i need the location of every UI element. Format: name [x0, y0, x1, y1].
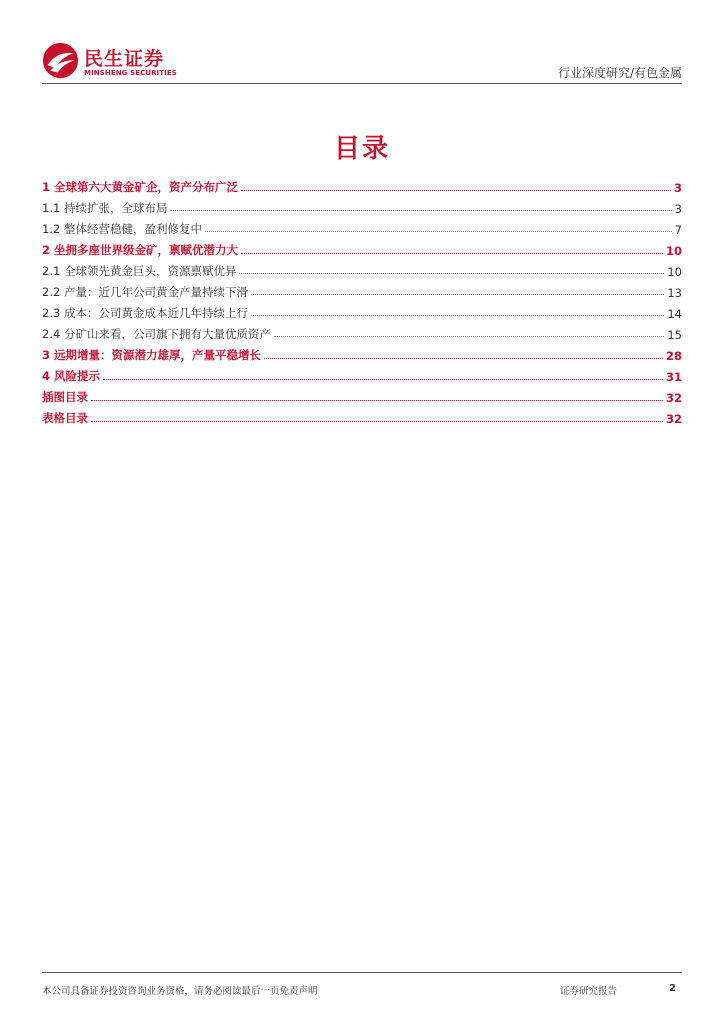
toc-entry-label: 插图目录 — [42, 390, 88, 404]
toc-entry-page: 3 — [674, 202, 682, 216]
toc-entry-page: 31 — [665, 370, 682, 384]
toc-entry-label: 2 坐拥多座世界级金矿，禀赋优潜力大 — [42, 243, 239, 257]
toc-entry-4[interactable] — [42, 363, 682, 384]
toc-entry-page: 28 — [665, 349, 682, 363]
toc-leader — [205, 231, 672, 232]
toc-entry-page: 32 — [665, 412, 682, 426]
toc-entry-label: 2.2 产量：近几年公司黄金产量持续下滑 — [42, 285, 248, 299]
toc-leader — [241, 190, 671, 191]
toc-leader — [251, 294, 664, 295]
toc-leader — [274, 336, 664, 337]
toc-leader — [239, 273, 664, 274]
page-header — [42, 36, 682, 86]
toc-entry-label: 1.1 持续扩张，全球布局 — [42, 201, 168, 215]
toc-leader — [170, 210, 671, 211]
toc-entry-page: 10 — [667, 265, 682, 279]
toc-entry-label: 1.2 整体经营稳健，盈利修复中 — [42, 222, 202, 236]
toc-entry-tables[interactable] — [42, 405, 682, 426]
toc-entry-label: 2.3 成本：公司黄金成本近几年持续上行 — [42, 306, 248, 320]
footer-divider — [42, 972, 682, 973]
toc-entry-2-4[interactable] — [42, 321, 682, 342]
toc-entry-2-1[interactable] — [42, 258, 682, 279]
toc-entry-label: 表格目录 — [42, 411, 88, 425]
toc-leader — [251, 315, 664, 316]
logo-mark-icon — [42, 42, 79, 79]
toc-entry-page: 13 — [667, 286, 682, 300]
toc-entry-label: 2.4 分矿山来看，公司旗下拥有大量优质资产 — [42, 327, 271, 341]
toc-entry-label: 1 全球第六大黄金矿企，资产分布广泛 — [42, 180, 239, 194]
logo-text-en: MINSHENG SECURITIES — [84, 69, 177, 77]
toc-entry-1-2[interactable] — [42, 216, 682, 237]
toc-entry-2-3[interactable] — [42, 300, 682, 321]
toc-leader — [91, 400, 663, 401]
table-of-contents — [42, 174, 682, 426]
toc-entry-label: 3 远期增量：资源潜力雄厚，产量平稳增长 — [42, 348, 262, 362]
toc-entry-page: 14 — [667, 307, 682, 321]
toc-entry-page: 32 — [665, 391, 682, 405]
toc-entry-page: 7 — [674, 223, 682, 237]
toc-entry-2-2[interactable] — [42, 279, 682, 300]
toc-entry-page: 15 — [667, 328, 682, 342]
logo-text-cn: 民生证券 — [84, 48, 165, 70]
toc-title: 目录 — [333, 134, 390, 164]
toc-entry-page: 10 — [665, 244, 682, 258]
toc-entry-3[interactable] — [42, 342, 682, 363]
toc-entry-page: 3 — [673, 181, 682, 195]
header-divider — [42, 83, 682, 84]
toc-leader — [103, 379, 663, 380]
toc-entry-figures[interactable] — [42, 384, 682, 405]
report-category: 行业深度研究/有色金属 — [557, 66, 682, 80]
toc-leader — [241, 253, 663, 254]
toc-entry-2[interactable] — [42, 237, 682, 258]
toc-entry-label: 2.1 全球领先黄金巨头，资源禀赋优异 — [42, 264, 237, 278]
footer-report-type: 证券研究报告 — [560, 986, 618, 997]
toc-leader — [264, 358, 663, 359]
toc-entry-1-1[interactable] — [42, 195, 682, 216]
toc-entry-label: 4 风险提示 — [42, 369, 101, 383]
toc-entry-1[interactable] — [42, 174, 682, 195]
toc-leader — [91, 421, 663, 422]
footer-disclaimer: 本公司具备证券投资咨询业务资格，请务必阅读最后一页免责声明 — [42, 986, 318, 997]
page-number: 2 — [669, 983, 676, 994]
minsheng-logo — [42, 42, 182, 82]
